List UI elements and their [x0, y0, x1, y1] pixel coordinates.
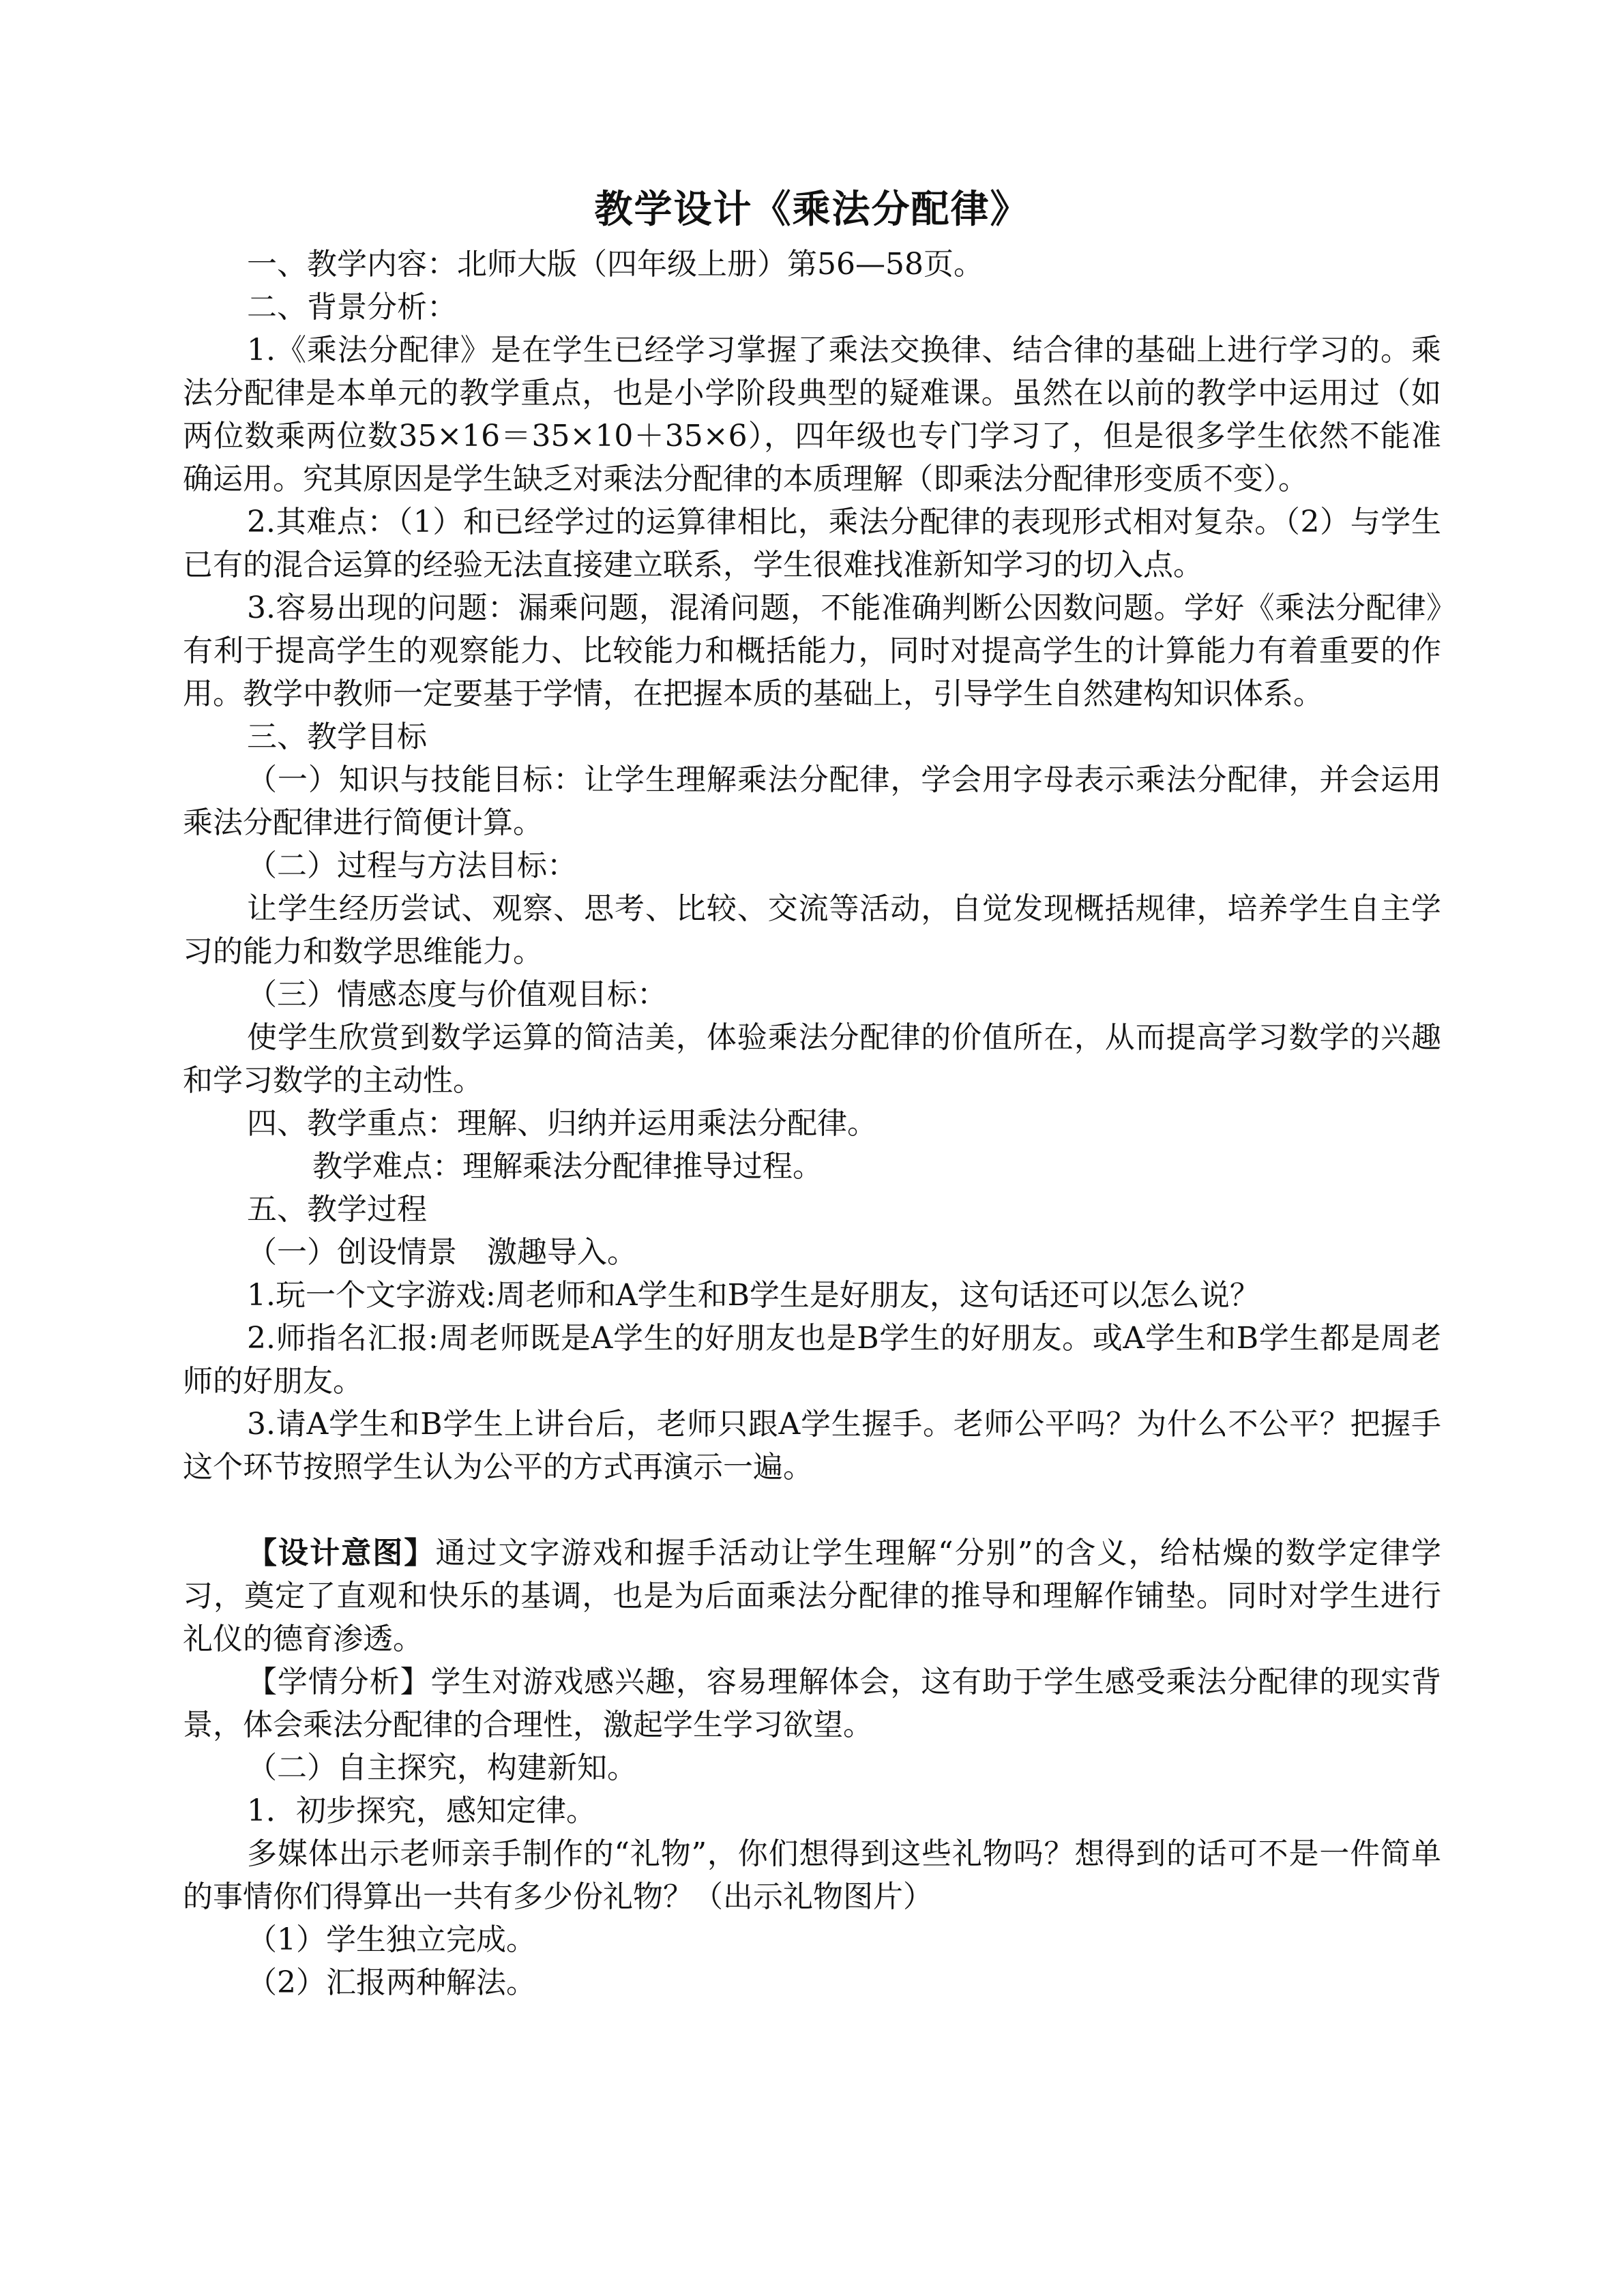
paragraph-background-2: 2.其难点：（1）和已经学过的运算律相比，乘法分配律的表现形式相对复杂。（2）与学生已有的混合运算的经验无法直接建立联系，学生很难找准新知学习的切入点。 [183, 505, 1441, 582]
paragraph-process-2: 2.师指名汇报:周老师既是A学生的好朋友也是B学生的好朋友。或A学生和B学生都是周老师的好朋友。 [183, 1321, 1441, 1399]
paragraph-step-2: （2）汇报两种解法。 [247, 1965, 536, 2000]
paragraph-difficult-point: 教学难点：理解乘法分配律推导过程。 [312, 1149, 823, 1184]
paragraph-design-intent [183, 1532, 1441, 1660]
design-intent-text: 通过文字游戏和握手活动让学生理解“分别”的含义，给枯燥的数学定律学习，奠定了直观和快乐的基调，也是为后面乘法分配律的推导和理解作铺垫。同时对学生进行礼仪的德育渗透。 [183, 1536, 1441, 1656]
heading-teaching-goals: 三、教学目标 [247, 719, 427, 754]
heading-goal-process: （二）过程与方法目标： [247, 848, 577, 883]
paragraph-background-1: 1.《乘法分配律》是在学生已经学习掌握了乘法交换律、结合律的基础上进行学习的。乘法分配律是本单元的教学重点，也是小学阶段典型的疑难课。虽然在以前的教学中运用过（如两位数乘两位数35×16＝35×10＋35×6），四年级也专门学习了，但是很多学生依然不能准确运用。究其原因是学生缺乏对乘法分配律的本质理解（即乘法分配律形变质不变）。 [183, 333, 1441, 496]
paragraph-goal-emotion: 使学生欣赏到数学运算的简洁美，体验乘法分配律的价值所在，从而提高学习数学的兴趣和学习数学的主动性。 [183, 1020, 1441, 1098]
paragraph-key-point: 四、教学重点：理解、归纳并运用乘法分配律。 [247, 1106, 877, 1141]
document-page [183, 179, 1441, 2004]
heading-scenario-intro: （一）创设情景 激趣导入。 [247, 1235, 637, 1270]
paragraph-teaching-content: 一、教学内容：北师大版（四年级上册）第56—58页。 [247, 247, 984, 282]
paragraph-learning-analysis [183, 1660, 1441, 1746]
design-intent-label: 【设计意图】 [247, 1536, 436, 1570]
heading-background-analysis: 二、背景分析： [247, 290, 457, 325]
paragraph-background-3: 3.容易出现的问题：漏乘问题，混淆问题，不能准确判断公因数问题。学好《乘法分配律》有利于提高学生的观察能力、比较能力和概括能力，同时对提高学生的计算能力有着重要的作用。教学中教师一定要基于学情，在把握本质的基础上，引导学生自然建构知识体系。 [183, 591, 1441, 711]
paragraph-explore-1: 1．初步探究，感知定律。 [247, 1793, 596, 1828]
paragraph-process-3: 3.请A学生和B学生上讲台后，老师只跟A学生握手。老师公平吗？为什么不公平？把握手这个环节按照学生认为公平的方式再演示一遍。 [183, 1407, 1441, 1485]
paragraph-goal-process: 让学生经历尝试、观察、思考、比较、交流等活动，自觉发现概括规律，培养学生自主学习的能力和数学思维能力。 [183, 891, 1441, 969]
heading-goal-emotion: （三）情感态度与价值观目标： [247, 977, 667, 1012]
paragraph-process-1: 1.玩一个文字游戏:周老师和A学生和B学生是好朋友，这句话还可以怎么说？ [247, 1278, 1260, 1313]
paragraph-goal-knowledge: （一）知识与技能目标：让学生理解乘法分配律，学会用字母表示乘法分配律，并会运用乘法分配律进行简便计算。 [183, 762, 1441, 840]
paragraph-explore-gift: 多媒体出示老师亲手制作的“礼物”，你们想得到这些礼物吗？想得到的话可不是一件简单的事情你们得算出一共有多少份礼物？（出示礼物图片） [183, 1836, 1441, 1914]
learning-analysis-label: 【学情分析】 [247, 1665, 431, 1699]
document-title: 教学设计《乘法分配律》 [594, 187, 1030, 232]
heading-explore: （二）自主探究，构建新知。 [247, 1750, 637, 1785]
paragraph-step-1: （1）学生独立完成。 [247, 1922, 536, 1957]
learning-analysis-text: 学生对游戏感兴趣，容易理解体会，这有助于学生感受乘法分配律的现实背景，体会乘法分配律的合理性，激起学生学习欲望。 [183, 1665, 1442, 1742]
heading-teaching-process: 五、教学过程 [247, 1192, 427, 1227]
